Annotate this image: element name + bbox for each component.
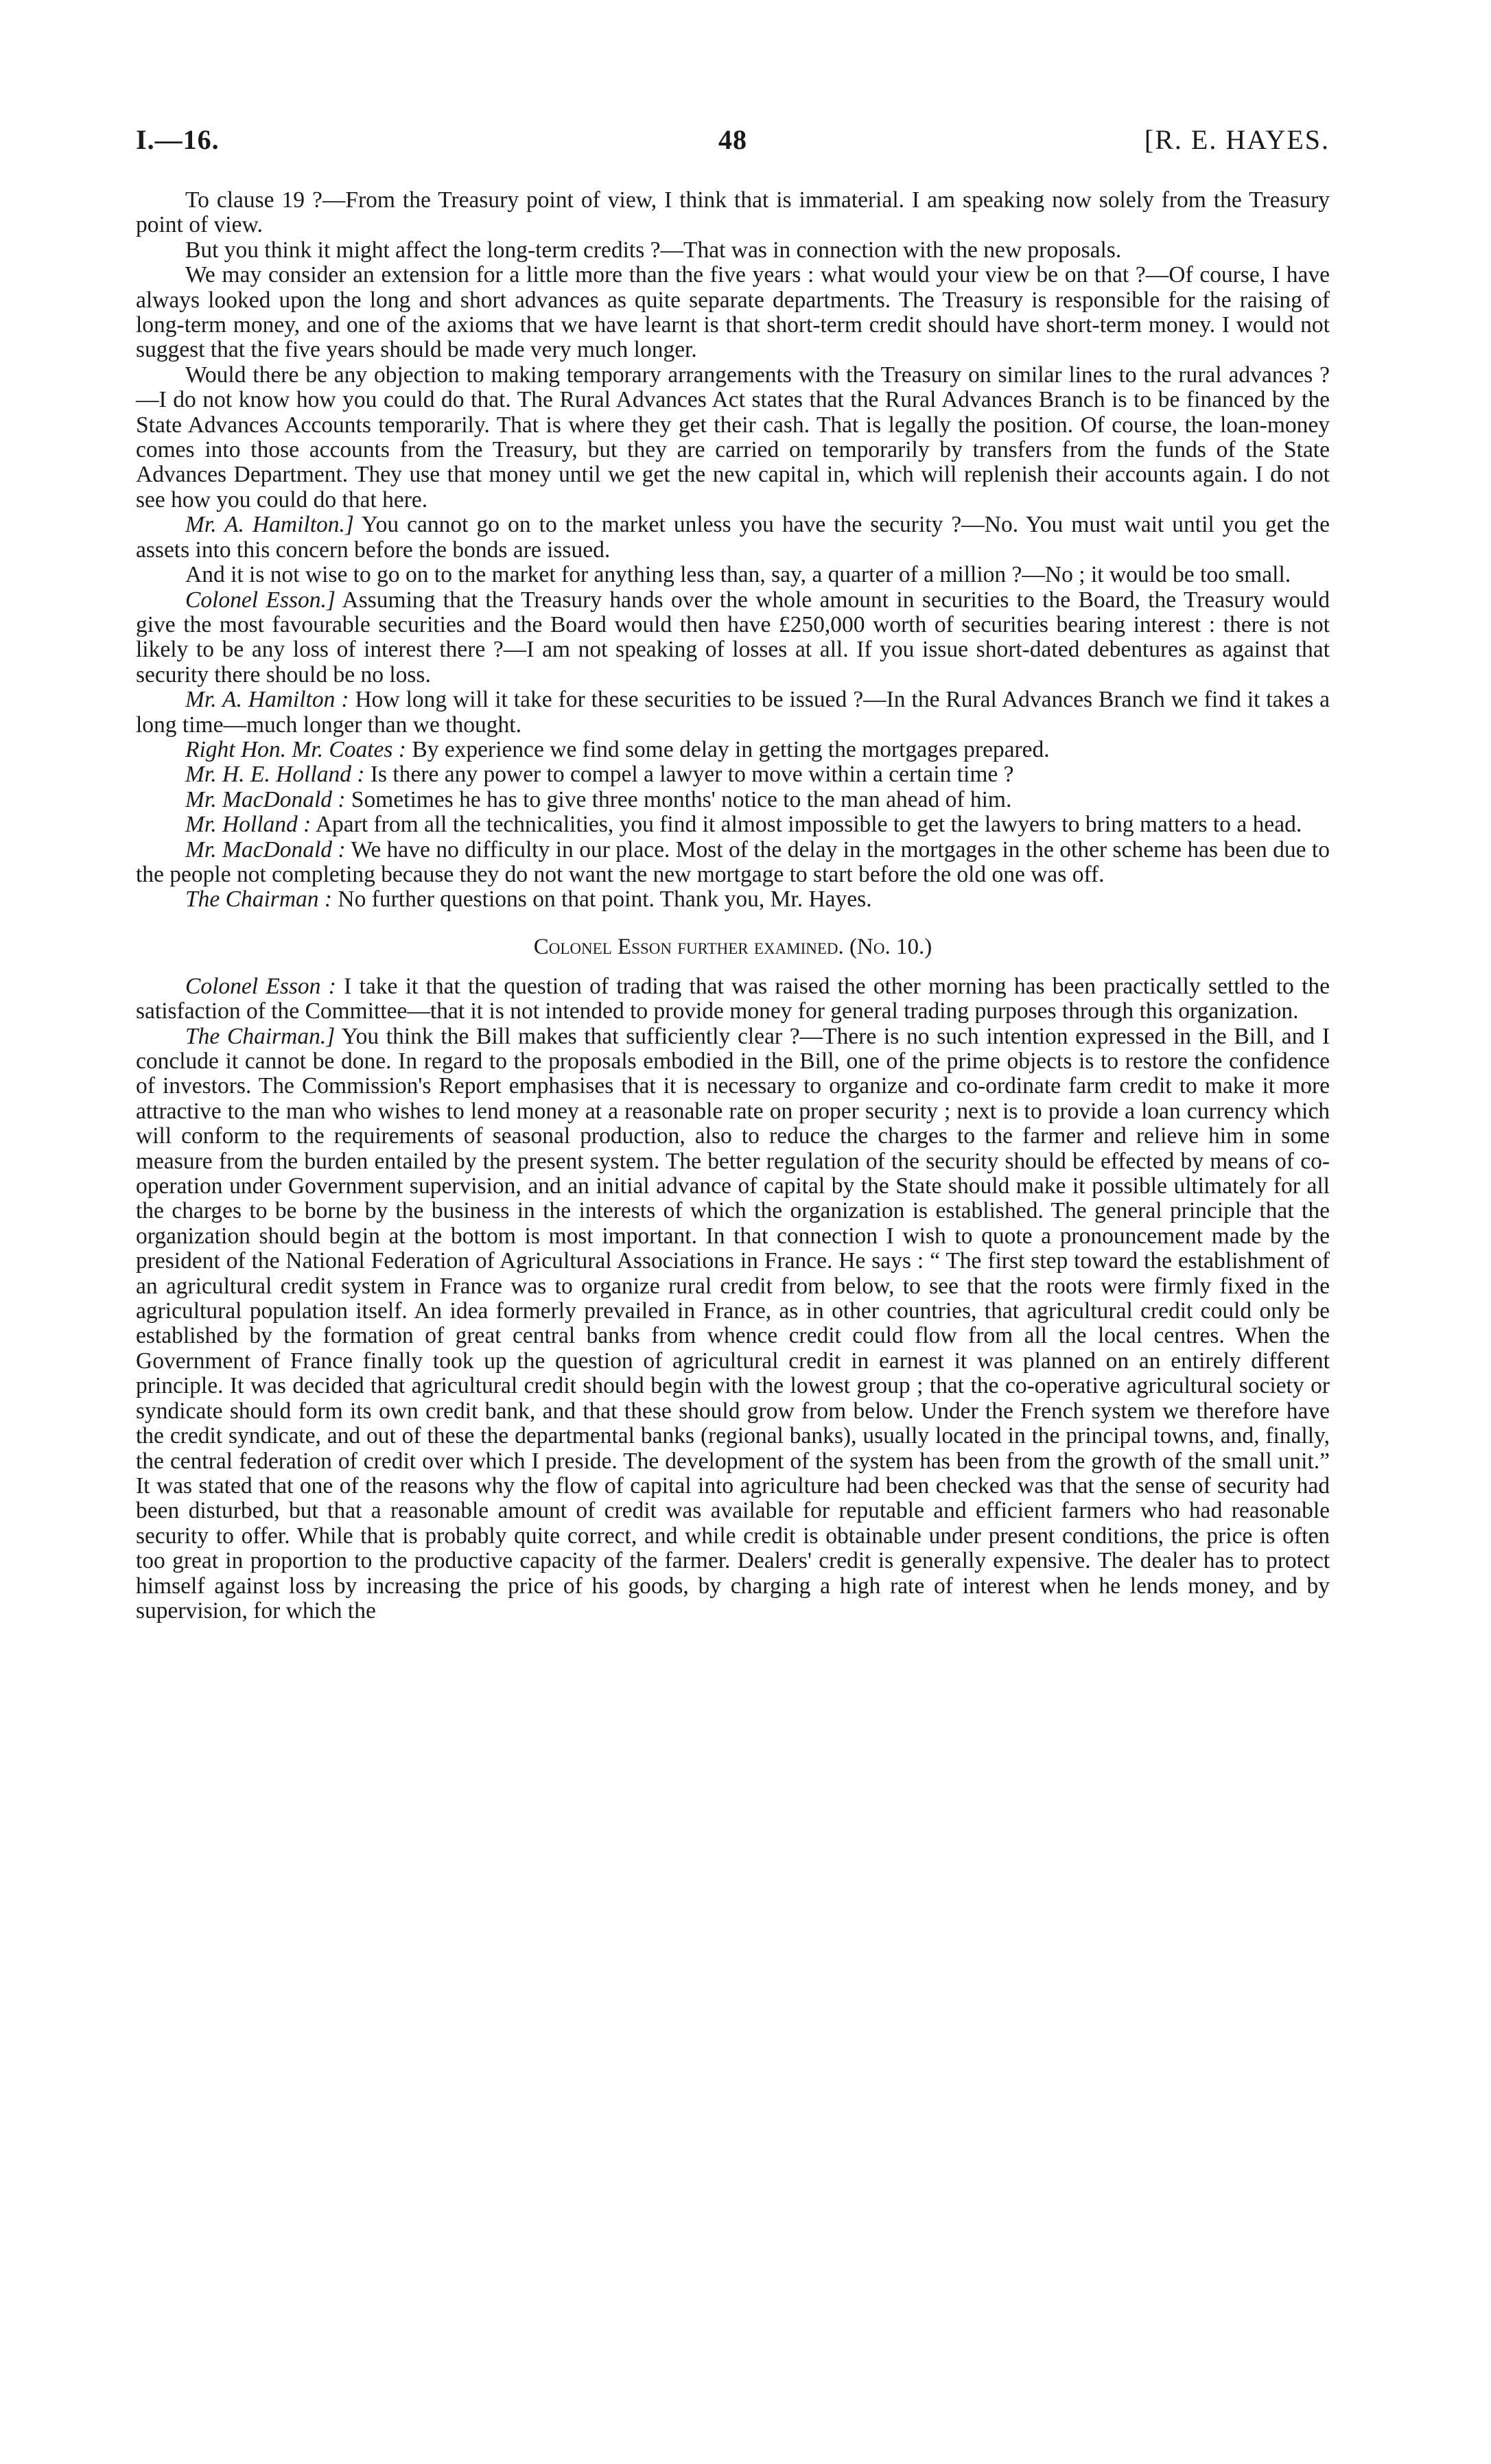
- page-number: 48: [718, 124, 747, 155]
- section-heading: Colonel Esson further examined. (No. 10.): [533, 934, 932, 959]
- speaker: Colonel Esson :: [185, 973, 336, 999]
- speaker: Mr. Holland :: [185, 812, 312, 838]
- paragraph: [136, 838, 1330, 888]
- document-reference: I.—16.: [136, 124, 220, 155]
- speaker: The Chairman :: [185, 887, 333, 913]
- paragraph: [136, 762, 1330, 787]
- paragraph-text: Apart from all the technicalities, you find it almost impossible to get the lawyers to bring matters to a head.: [315, 812, 1302, 838]
- speaker: Mr. H. E. Holland :: [185, 762, 365, 788]
- paragraph: [136, 688, 1330, 738]
- paragraph-text: But you think it might affect the long-term credits ?—That was in connection with the new proposals.: [185, 237, 1122, 263]
- paragraph-text: To clause 19 ?—From the Treasury point of view, I think that is immaterial. I am speaking now solely from the Treasury point of view.: [136, 187, 1330, 238]
- paragraph-text: We may consider an extension for a little more than the five years : what would your view be on that ?—Of course, I have always looked upon the long and short advances as quite separate departments. The Treasury is responsible for the raising of long-term money, and one of the axioms that we have learnt is that short-term credit should have short-term money. I would not suggest that the five years should be made very much longer.: [136, 262, 1330, 363]
- paragraph-text: You cannot go on to the market unless you have the security ?—No. You must wait until you get the assets into this concern before the bonds are issued.: [136, 512, 1330, 563]
- speaker: Mr. A. Hamilton :: [185, 687, 349, 713]
- paragraph: [136, 363, 1330, 513]
- paragraph: [136, 513, 1330, 563]
- paragraph: [136, 788, 1330, 812]
- paragraph: [136, 887, 1330, 912]
- page: [136, 124, 1330, 1623]
- paragraph: [136, 974, 1330, 1024]
- paragraph-text: You think the Bill makes that sufficiently clear ?—There is no such intention expressed in the Bill, and I conclude it cannot be done. In regard to the proposals embodied in the Bill, one of the prime objects is to restore the confidence of investors. The Commission's Report emphasises that it is necessary to organize and co-ordinate farm credit to make it more attractive to the man who wishes to lend money at a reasonable rate on proper security ; next is to provide a loan currency which will conform to the requirements of seasonal production, also to reduce the charges to the farmer and relieve him in some measure from the burden entailed by the present system. The better regulation of the security should be effected by means of co-operation under Government supervision, and an initial advance of capital by the State should make it possible ultimately for all the charges to be borne by the business in the interests of which the organization is established. The general principle that the organization should begin at the bottom is most important. In that connection I wish to quote a pronouncement made by the president of the National Federation of Agricultural Associations in France. He says : “ The first step toward the establishment of an agricultural credit system in France was to organize rural credit from below, to see that the roots were firmly fixed in the agricultural population itself. An idea formerly prevailed in France, as in other countries, that agricultural credit could only be established by the formation of great central banks from whence credit could flow from all the local centres. When the Government of France finally took up the question of agricultural credit in earnest it was planned on an entirely different principle. It was decided that agricultural credit should begin with the lowest group ; that the co-operative agricultural society or syndicate should form its own credit bank, and that these should grow from below. Under the French system we therefore have the credit syndicate, and out of these the departmental banks (regional banks), usually located in the principal towns, and, finally, the central federation of credit over which I preside. The development of the system has been from the growth of the small unit.” It was stated that one of the reasons why the flow of capital into agriculture had been checked was that the sense of security had been disturbed, but that a reasonable amount of credit was available for reputable and efficient farmers who had reasonable security to offer. While that is probably quite correct, and while credit is obtainable under present conditions, the price is often too great in proportion to the productive capacity of the farmer. Dealers' credit is generally expensive. The dealer has to protect himself against loss by increasing the price of his goods, by charging a high rate of interest when he lends money, and by supervision, for which the: [136, 1023, 1330, 1623]
- speaker: Mr. A. Hamilton.]: [185, 512, 354, 538]
- speaker: Mr. MacDonald :: [185, 786, 346, 812]
- paragraph-text: Sometimes he has to give three months' notice to the man ahead of him.: [351, 786, 1012, 812]
- speaker: Right Hon. Mr. Coates :: [185, 736, 406, 762]
- paragraph: [136, 812, 1330, 837]
- paragraph: [136, 563, 1330, 587]
- page-header: [136, 124, 1330, 172]
- body-text: [136, 188, 1330, 1623]
- paragraph-text: We have no difficulty in our place. Most of the delay in the mortgages in the other scheme has been due to the people not completing because they do not want the new mortgage to start before the old one was off.: [136, 836, 1330, 887]
- paragraph: [136, 238, 1330, 263]
- paragraph: [136, 1024, 1330, 1624]
- paragraph-text: How long will it take for these securities to be issued ?—In the Rural Advances Branch we find it takes a long time—much longer than we thought.: [136, 687, 1330, 738]
- speaker: Mr. MacDonald :: [185, 836, 346, 863]
- paragraph-text: Would there be any objection to making temporary arrangements with the Treasury on similar lines to the rural advances ?—I do not know how you could do that. The Rural Advances Act states that the Rural Advances Branch is to be financed by the State Advances Accounts temporarily. That is where they get their cash. That is legally the position. Of course, the loan-money comes into those accounts from the Treasury, but they are carried on temporarily by transfers from the funds of the State Advances Department. They use that money until we get the new capital in, which will replenish their accounts again. I do not see how you could do that here.: [136, 362, 1330, 513]
- witness-name: [R. E. HAYES.: [1144, 124, 1330, 155]
- paragraph-text: Is there any power to compel a lawyer to move within a certain time ?: [370, 762, 1014, 788]
- speaker: Colonel Esson.]: [185, 587, 336, 613]
- paragraph-text: By experience we find some delay in getting the mortgages prepared.: [412, 736, 1050, 762]
- paragraph: [136, 738, 1330, 762]
- paragraph: [136, 188, 1330, 238]
- paragraph-text: I take it that the question of trading that was raised the other morning has been practically settled to the satisfaction of the Committee—that it is not intended to provide money for general trading purposes through this organization.: [136, 973, 1330, 1024]
- paragraph-text: Assuming that the Treasury hands over the whole amount in securities to the Board, the Treasury would give the most favourable securities and the Board would then have £250,000 worth of securities bearing interest : there is not likely to be any loss of interest there ?—I am not speaking of losses at all. If you issue short-dated debentures as against that security there should be no loss.: [136, 587, 1330, 688]
- speaker: The Chairman.]: [185, 1023, 336, 1049]
- paragraph: [136, 588, 1330, 688]
- paragraph: [136, 263, 1330, 363]
- paragraph-text: No further questions on that point. Thank you, Mr. Hayes.: [338, 887, 872, 913]
- paragraph-text: And it is not wise to go on to the market for anything less than, say, a quarter of a million ?—No ; it would be too small.: [185, 562, 1291, 588]
